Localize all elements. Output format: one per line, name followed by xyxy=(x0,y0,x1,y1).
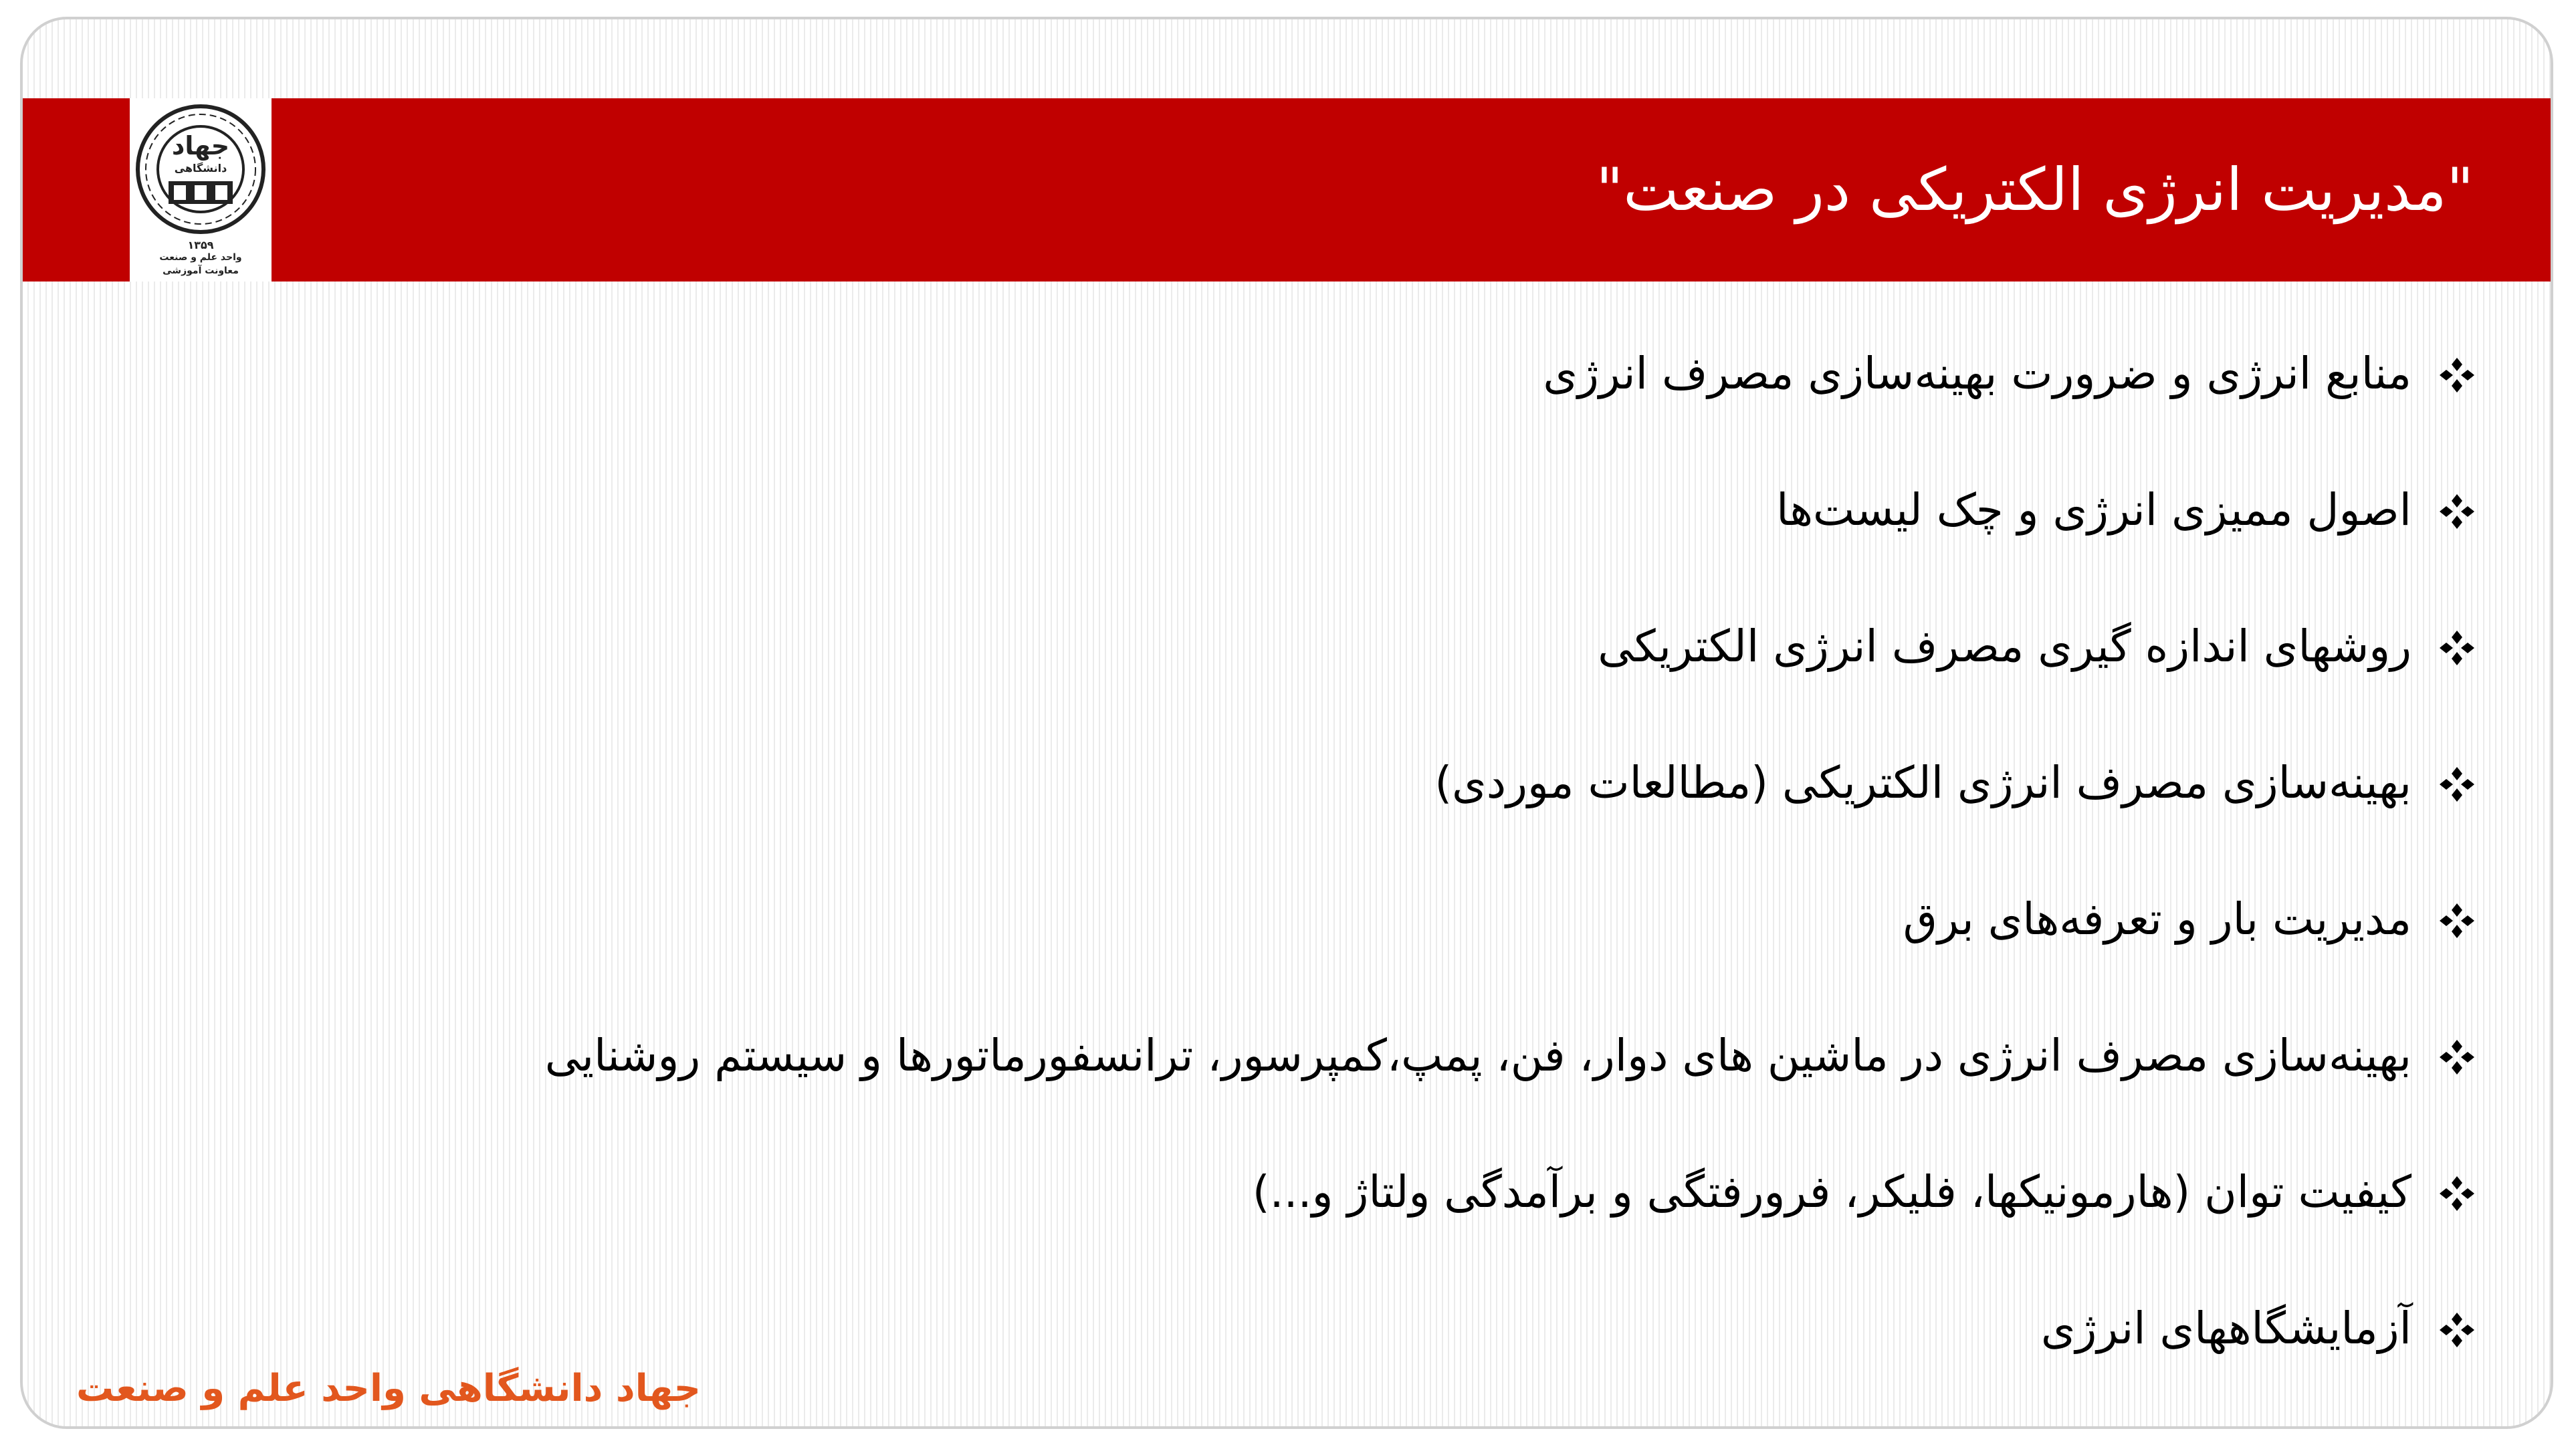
bullet-text: روشهای اندازه گیری مصرف انرژی الکتریکی xyxy=(1598,621,2411,672)
emblem-icon xyxy=(134,102,267,236)
list-item xyxy=(471,886,2477,1022)
logo-seal-subtext: دانشگاهی xyxy=(174,162,227,175)
footer-text: جهاد دانشگاهی واحد علم و صنعت xyxy=(76,1367,702,1410)
list-item xyxy=(471,477,2477,613)
diamond-quad-icon xyxy=(2437,355,2477,395)
logo-year: ۱۳۵۹ xyxy=(187,239,214,251)
logo-seal-text: جهاد xyxy=(171,131,230,160)
diamond-quad-icon xyxy=(2437,1037,2477,1077)
list-item xyxy=(471,1295,2477,1429)
bullet-text: بهینه‌سازی مصرف انرژی در ماشین های دوار، فن، پمپ،کمپرسور، ترانسفورماتورها و سیستم روشنایی xyxy=(544,1030,2411,1081)
diamond-quad-icon xyxy=(2437,1174,2477,1214)
bullet-text: مدیریت بار و تعرفه‌های برق xyxy=(1903,893,2411,945)
bullet-text: بهینه‌سازی مصرف انرژی الکتریکی (مطالعات موردی) xyxy=(1434,757,2411,808)
list-item xyxy=(471,1159,2477,1295)
bullet-list xyxy=(471,340,2477,1429)
diamond-quad-icon xyxy=(2437,1310,2477,1350)
logo xyxy=(130,98,272,282)
diamond-quad-icon xyxy=(2437,764,2477,804)
slide xyxy=(20,17,2553,1429)
diamond-quad-icon xyxy=(2437,901,2477,941)
list-item xyxy=(471,613,2477,750)
logo-unit: واحد علم و صنعت xyxy=(159,252,242,263)
bullet-text: آزمایشگاههای انرژی xyxy=(2040,1303,2411,1354)
list-item xyxy=(471,340,2477,477)
bullet-text: اصول ممیزی انرژی و چک لیست‌ها xyxy=(1776,484,2411,536)
title-bar xyxy=(23,98,2551,282)
list-item xyxy=(471,750,2477,886)
slide-title: "مدیریت انرژی الکتریکی در صنعت" xyxy=(1596,155,2474,224)
list-item xyxy=(471,1022,2477,1159)
bullet-text: کیفیت توان (هارمونیکها، فلیکر، فرورفتگی و برآمدگی ولتاژ و...) xyxy=(1252,1166,2411,1218)
bullet-text: منابع انرژی و ضرورت بهینه‌سازی مصرف انرژی xyxy=(1543,348,2411,399)
diamond-quad-icon xyxy=(2437,628,2477,668)
diamond-quad-icon xyxy=(2437,491,2477,532)
logo-department: معاونت آموزشی xyxy=(163,265,239,276)
